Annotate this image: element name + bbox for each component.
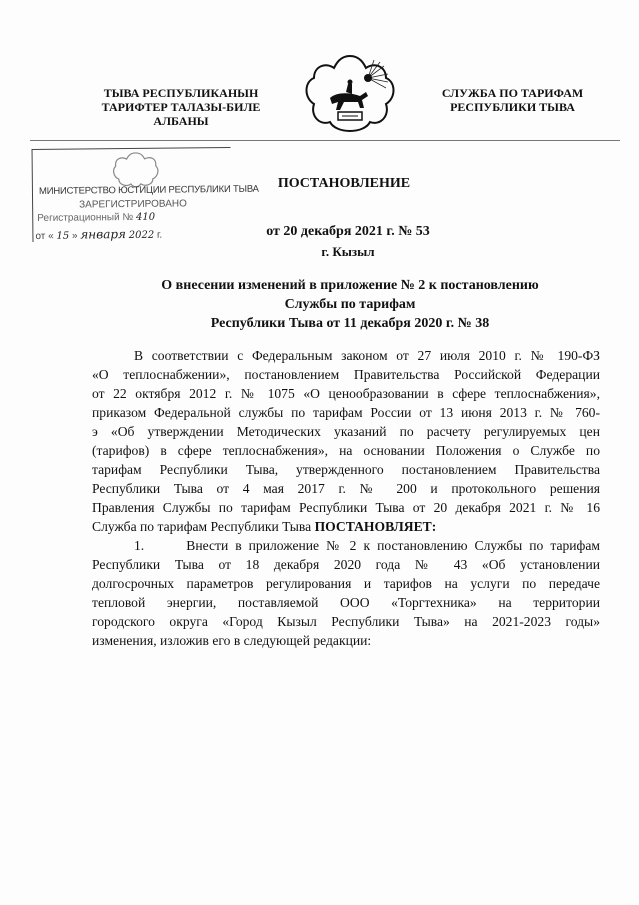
paragraph-line: долгосрочных параметров регулирования и тарифов на услуги по передаче xyxy=(92,576,600,591)
stamp-reg-number-row xyxy=(37,212,155,224)
header-left-org xyxy=(86,86,276,128)
document-subject xyxy=(120,276,580,333)
header-right-line: СЛУЖБА ПО ТАРИФАМ xyxy=(441,86,584,100)
document-city: г. Кызыл xyxy=(321,244,375,259)
paragraph-line: э «Об утверждении Методических указаний по расчету регулируемых цен xyxy=(92,424,600,439)
paragraph-line: тепловой энергии, поставляемой ООО «Торгтехника» на территории xyxy=(92,595,600,610)
paragraph-2 xyxy=(92,536,600,650)
paragraph-line: Республики Тыва от 4 мая 2017 г. № 200 и протокольного решения xyxy=(92,481,600,496)
paragraph-line: изменения, изложив его в следующей редакции: xyxy=(92,633,372,648)
paragraph-line: 1. Внести в приложение № 2 к постановлению Службы по тарифам xyxy=(134,538,600,553)
document-body xyxy=(92,346,600,650)
stamp-date-month: января xyxy=(80,227,127,242)
paragraph-line: «О теплоснабжении», постановлением Правительства Российской Федерации xyxy=(92,367,600,382)
header-left-line: ТАРИФТЕР ТАЛАЗЫ-БИЛЕ xyxy=(101,100,261,114)
subject-line: О внесении изменений в приложение № 2 к постановлению xyxy=(161,278,539,293)
stamp-reg-label: Регистрационный № xyxy=(37,211,134,224)
paragraph-line: городского округа «Город Кызыл Республики Тыва» на 2021-2023 годы» xyxy=(92,614,600,629)
paragraph-last-text: Служба по тарифам Республики Тыва xyxy=(92,519,312,534)
paragraph-line: приказом Федеральной службы по тарифам России от 13 июня 2013 г. № 760- xyxy=(92,405,600,420)
stamp-date-prefix: от « xyxy=(35,230,54,243)
header-left-line: АЛБАНЫ xyxy=(153,114,209,128)
paragraph-line xyxy=(92,517,600,536)
stamp-date-mid: » xyxy=(71,230,78,242)
paragraph-line: В соответствии с Федеральным законом от 27 июля 2010 г. № 190-ФЗ xyxy=(134,348,600,363)
subject-line: Службы по тарифам xyxy=(284,297,416,312)
stamp-date-row xyxy=(35,227,162,242)
header-left-line: ТЫВА РЕСПУБЛИКАНЫН xyxy=(103,86,259,100)
stamp-registered: ЗАРЕГИСТРИРОВАНО xyxy=(79,198,187,211)
header-right-line: РЕСПУБЛИКИ ТЫВА xyxy=(450,100,575,114)
registration-stamp xyxy=(32,147,259,243)
paragraph-line: тарифам Республики Тыва, утвержденного постановлением Правительства xyxy=(92,462,600,477)
stamp-ministry: МИНИСТЕРСТВО ЮСТИЦИИ РЕСПУБЛИКИ ТЫВА xyxy=(38,183,259,197)
decree-keyword: ПОСТАНОВЛЯЕТ: xyxy=(314,519,437,534)
paragraph-line: (тарифов) в сфере теплоснабжения», на основании Положения о Службе по xyxy=(92,443,600,458)
stamp-date-day: 15 xyxy=(56,230,70,242)
header-right-org xyxy=(420,86,605,114)
subject-line: Республики Тыва от 11 декабря 2020 г. № 38 xyxy=(210,316,490,331)
document-date-number: от 20 декабря 2021 г. № 53 xyxy=(266,224,430,239)
paragraph-line: Республики Тыва от 18 декабря 2020 года № 43 «Об установлении xyxy=(92,557,600,572)
tuva-emblem-icon xyxy=(300,52,400,142)
document-title: ПОСТАНОВЛЕНИЕ xyxy=(277,176,411,191)
paragraph-line: Правления Службы по тарифам Республики Тыва от 20 декабря 2021 г. № 16 xyxy=(92,500,600,515)
stamp-date-suffix: г. xyxy=(156,229,163,241)
paragraph-line: от 22 октября 2012 г. № 1075 «О ценообразовании в сфере теплоснабжения», xyxy=(92,386,600,401)
paragraph-1 xyxy=(92,346,600,536)
stamp-date-year: 2022 xyxy=(128,229,155,242)
stamp-reg-number: 410 xyxy=(135,211,156,223)
header-divider xyxy=(30,140,620,141)
